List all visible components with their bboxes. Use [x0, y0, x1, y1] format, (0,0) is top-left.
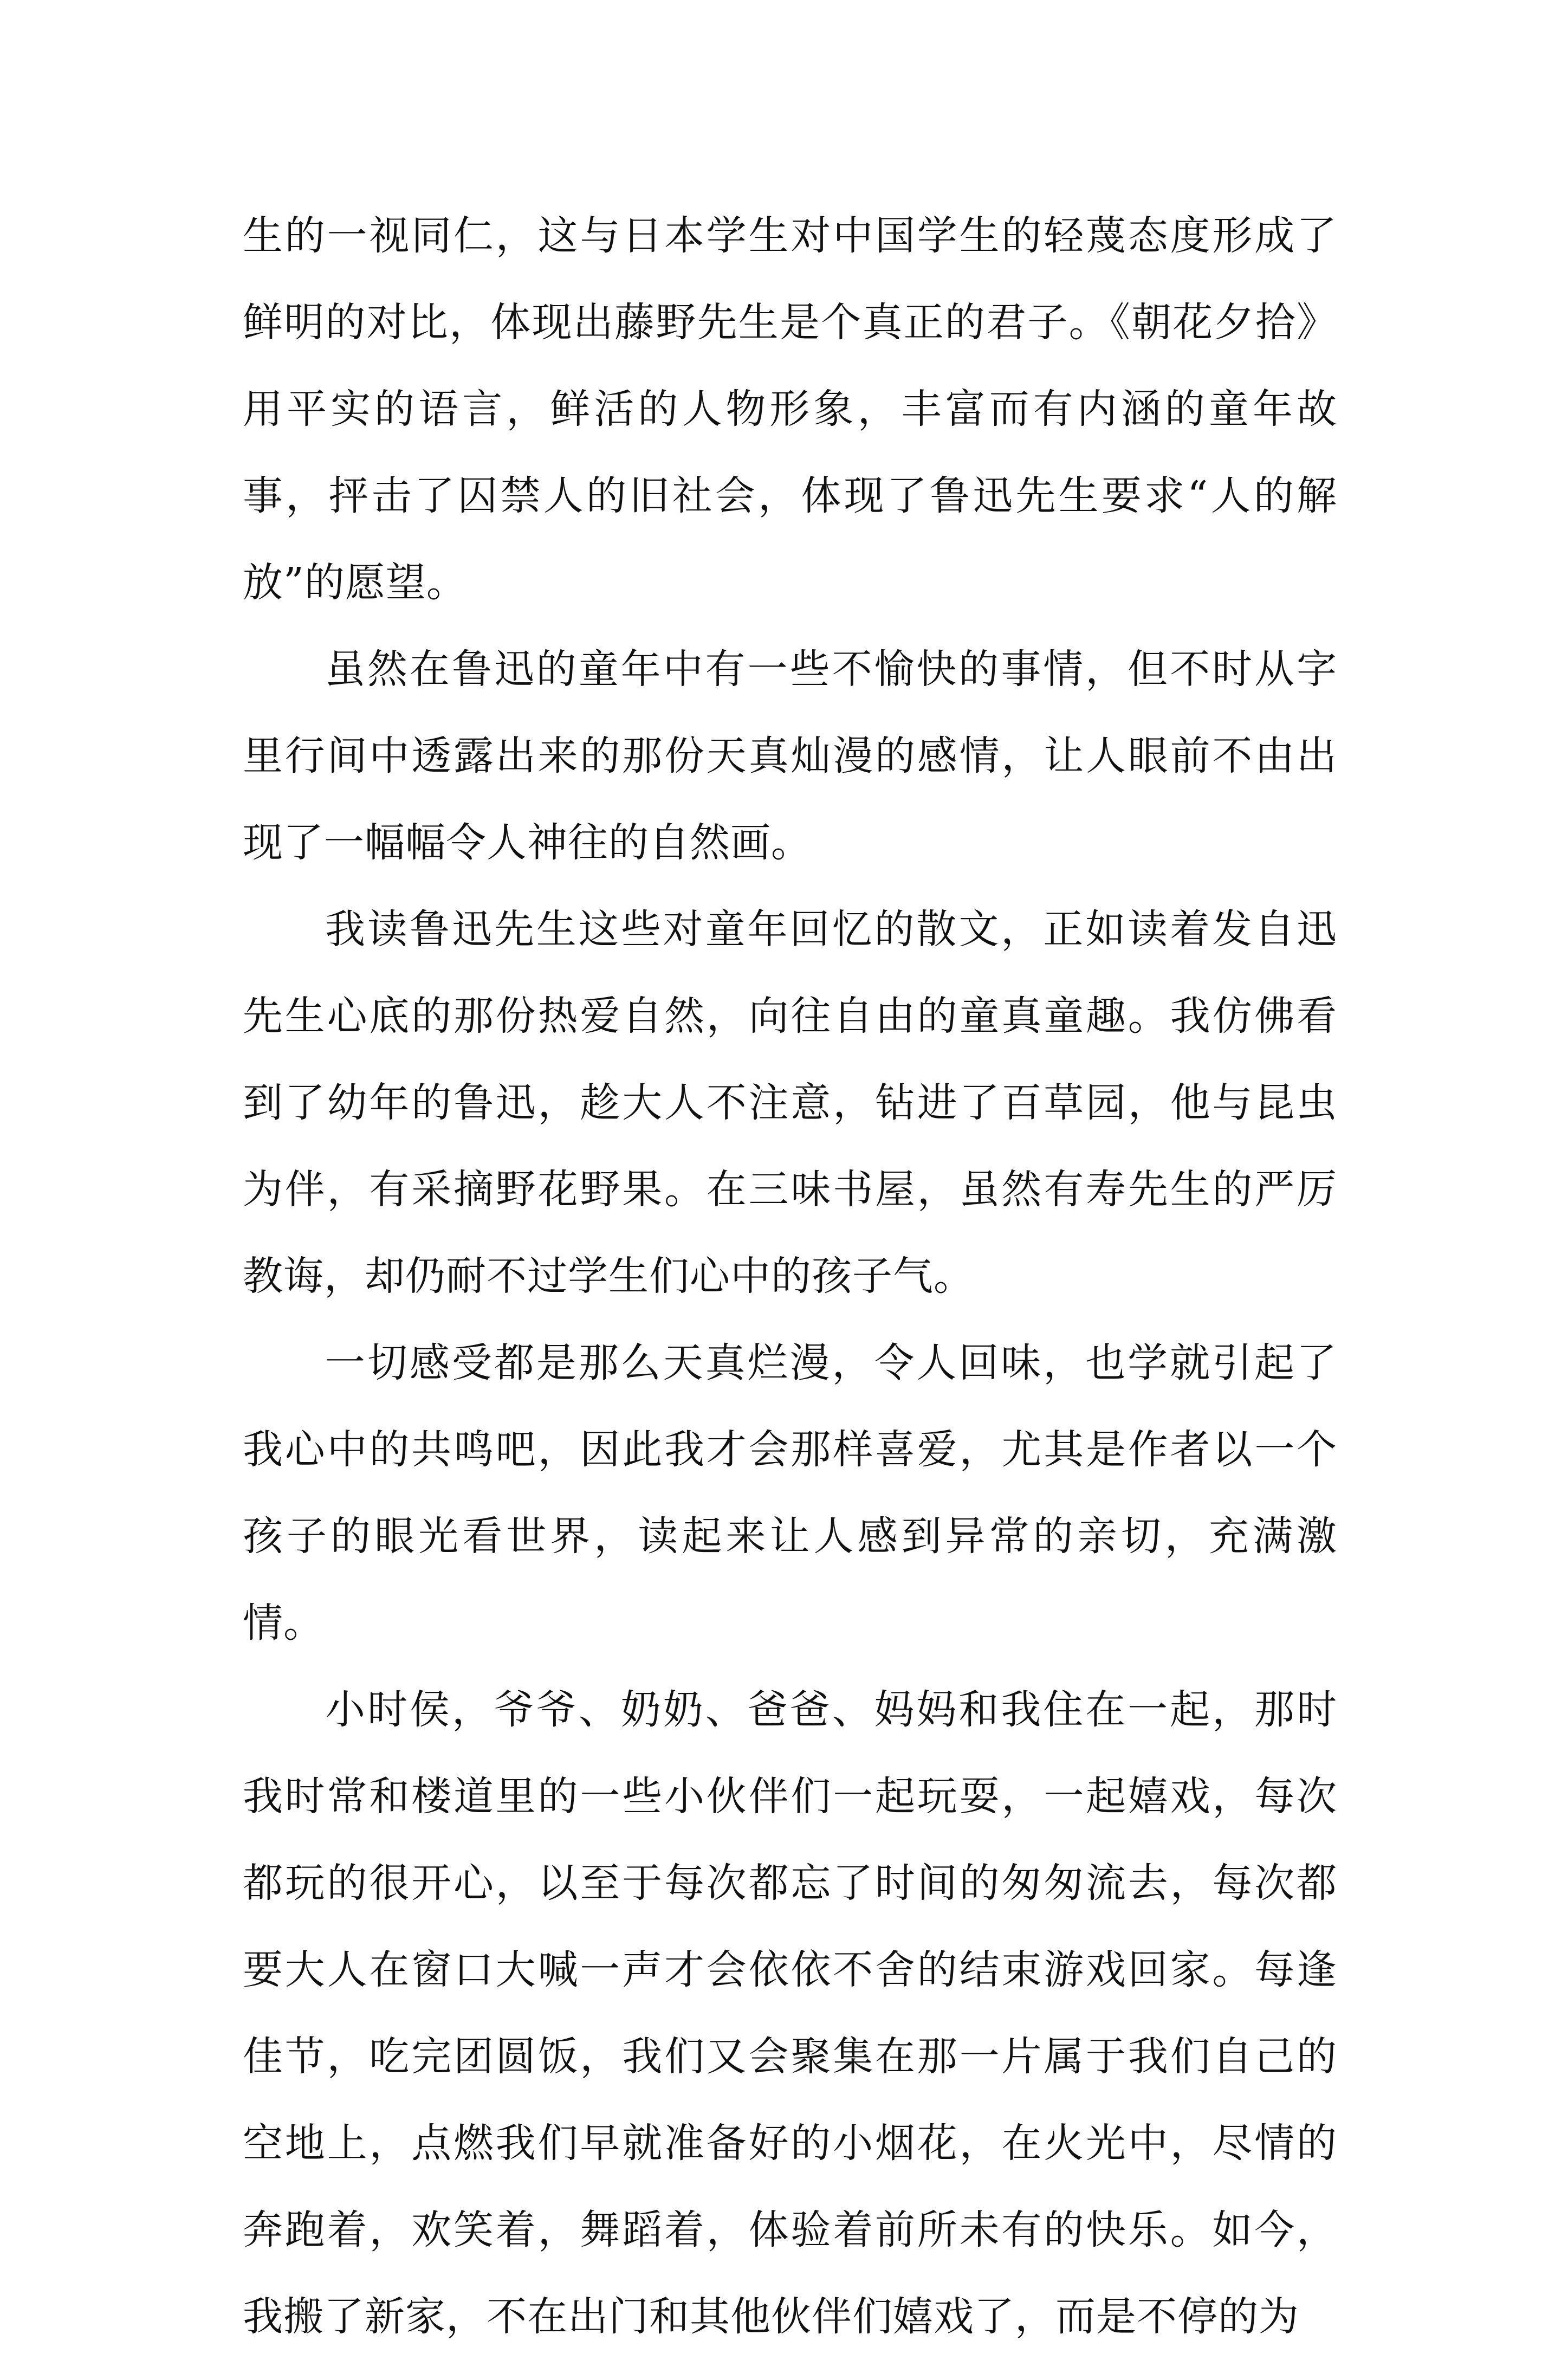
- paragraph-5: 小时侯，爷爷、奶奶、爸爸、妈妈和我住在一起，那时我时常和楼道里的一些小伙伴们一起玩耍，一起嬉戏，每次都玩的很开心，以至于每次都忘了时间的匆匆流去，每次都要大人在窗口大喊一声才会依依不舍的结束游戏回家。每逢佳节，吃完团圆饭，我们又会聚集在那一片属于我们自己的空地上，点燃我们早就准备好的小烟花，在火光中，尽情的奔跑着，欢笑着，舞蹈着，体验着前所未有的快乐。如今，我搬了新家，不在出门和其他伙伴们嬉戏了，而是不停的为: [243, 1686, 1337, 2340]
- paragraph-4: 一切感受都是那么天真烂漫，令人回味，也学就引起了我心中的共鸣吧，因此我才会那样喜爱，尤其是作者以一个孩子的眼光看世界，读起来让人感到异常的亲切，充满激情。: [243, 1340, 1337, 1646]
- paragraph-3: 我读鲁迅先生这些对童年回忆的散文，正如读着发自迅先生心底的那份热爱自然，向往自由的童真童趣。我仿佛看到了幼年的鲁迅，趁大人不注意，钻进了百草园，他与昆虫为伴，有采摘野花野果。在三味书屋，虽然有寿先生的严厉教诲，却仍耐不过学生们心中的孩子气。: [243, 906, 1337, 1299]
- body-text: [243, 192, 1337, 2360]
- paragraph-1: 生的一视同仁，这与日本学生对中国学生的轻蔑态度形成了鲜明的对比，体现出藤野先生是个真正的君子。《朝花夕拾》用平实的语言，鲜活的人物形象，丰富而有内涵的童年故事，抨击了囚禁人的旧社会，体现了鲁迅先生要求“人的解放”的愿望。: [243, 212, 1337, 606]
- paragraph-2: 虽然在鲁迅的童年中有一些不愉快的事情，但不时从字里行间中透露出来的那份天真灿漫的感情，让人眼前不由出现了一幅幅令人神往的自然画。: [243, 646, 1337, 866]
